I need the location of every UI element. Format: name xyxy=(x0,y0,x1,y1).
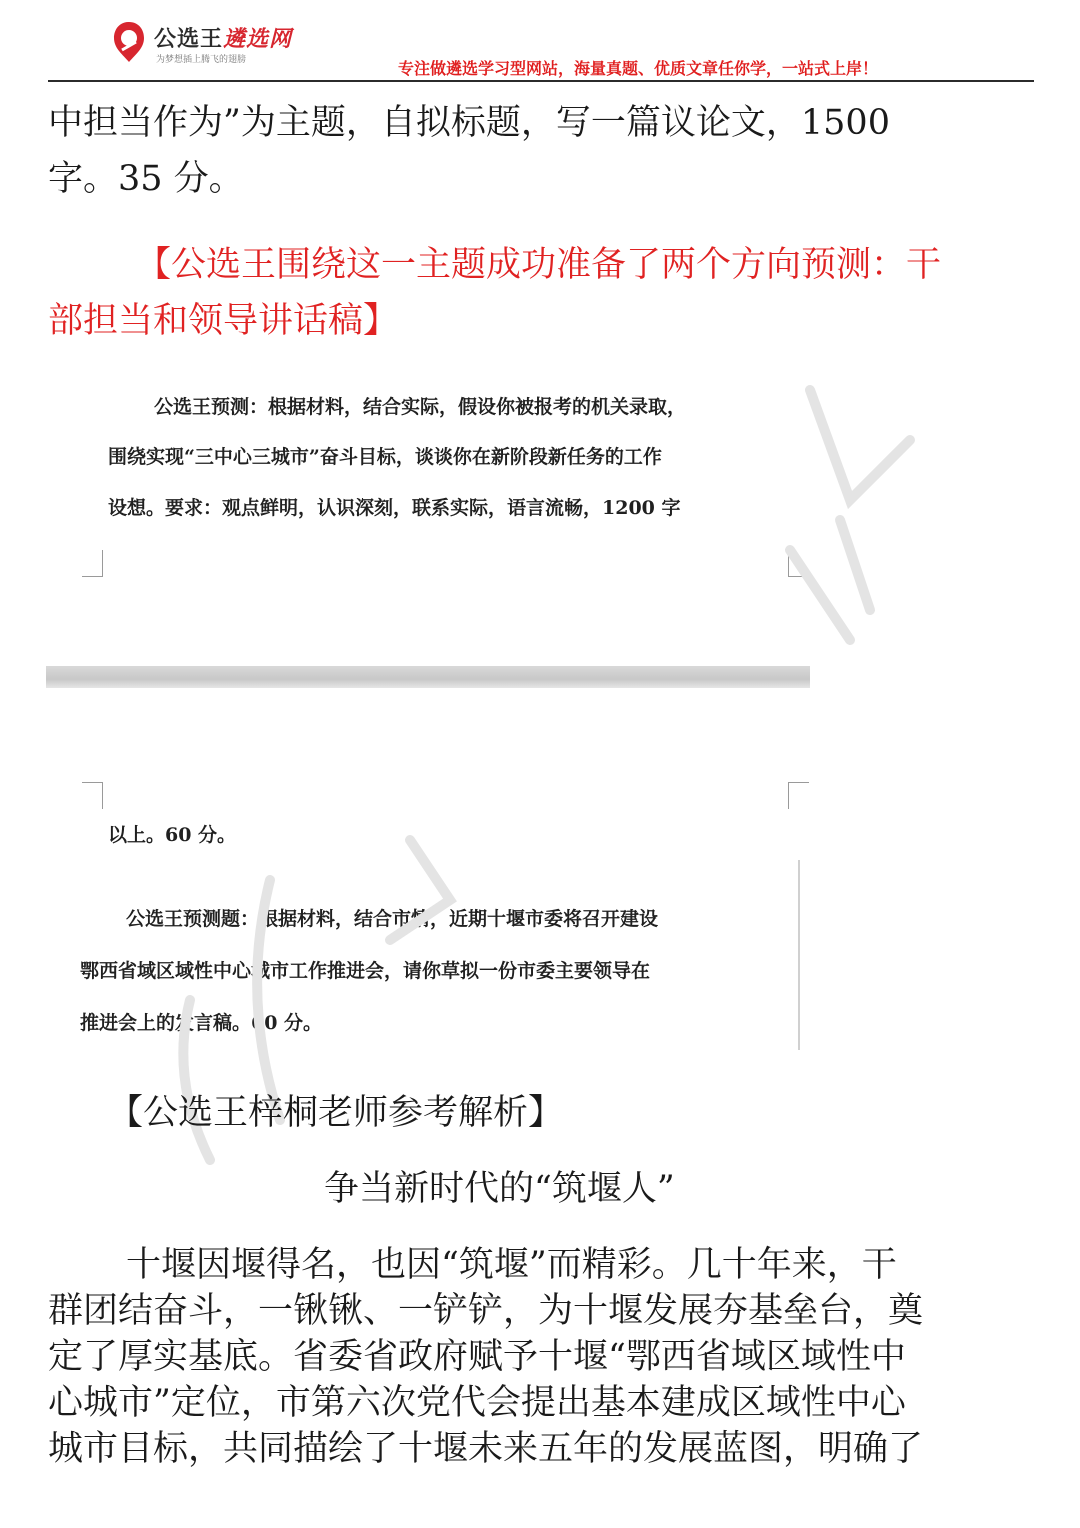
q1-line-1: 公选王预测：根据材料，结合实际，假设你被报考的机关录取， xyxy=(154,396,687,418)
essay-title: 争当新时代的“筑堰人” xyxy=(324,1169,675,1209)
highlight-line-2: 部担当和领导讲话稿】 xyxy=(48,301,399,341)
highlight-line-1: 【公选王围绕这一主题成功准备了两个方向预测：干 xyxy=(136,245,942,285)
site-slogan: 专注做遴选学习型网站，海量真题、优质文章任你学，一站式上岸！ xyxy=(398,59,879,78)
embedded-question-screenshot xyxy=(46,360,810,1060)
q1-line-3: 设想。要求：观点鲜明，认识深刻，联系实际，语言流畅，1200 字 xyxy=(108,497,681,519)
page-edge-line xyxy=(798,860,800,1050)
page-corner-mark xyxy=(788,782,809,809)
q2-line-2: 鄂西省域区域性中心城市工作推进会，请你草拟一份市委主要领导在 xyxy=(80,960,651,982)
page-corner-mark xyxy=(82,550,103,577)
q2-line-1: 公选王预测题：根据材料，结合市情，近期十堰市委将召开建设 xyxy=(126,908,659,930)
essay-paragraph-line: 十堰因堰得名，也因“筑堰”而精彩。几十年来，干 xyxy=(126,1245,897,1285)
brand-name: 公选王 xyxy=(154,27,224,52)
header-divider xyxy=(48,80,1034,82)
page-corner-mark xyxy=(788,550,809,577)
essay-paragraph-line: 城市目标，共同描绘了十堰未来五年的发展蓝图，明确了 xyxy=(48,1429,924,1469)
q1-line-2: 围绕实现“三中心三城市”奋斗目标，谈谈你在新阶段新任务的工作 xyxy=(108,446,662,468)
analysis-label: 【公选王梓桐老师参考解析】 xyxy=(108,1093,564,1133)
page-break-band xyxy=(46,666,810,688)
q1-line-4: 以上。60 分。 xyxy=(108,824,237,846)
page-corner-mark xyxy=(82,782,103,809)
essay-paragraph-line: 定了厚实基底。省委省政府赋予十堰“鄂西省域区域性中 xyxy=(48,1337,906,1377)
essay-paragraph-line: 群团结奋斗，一锹锹、一铲铲，为十堰发展夯基垒台，奠 xyxy=(48,1291,924,1331)
intro-line-1: 中担当作为”为主题，自拟标题，写一篇议论文，1500 xyxy=(48,103,890,143)
logo-icon xyxy=(112,20,146,64)
q2-line-3: 推进会上的发言稿。60 分。 xyxy=(80,1012,323,1034)
brand-name-accent: 遴选网 xyxy=(223,27,293,52)
brand-tagline: 为梦想插上腾飞的翅膀 xyxy=(156,55,247,65)
site-header xyxy=(0,0,1080,82)
intro-line-2: 字。35 分。 xyxy=(48,159,244,199)
site-brand[interactable] xyxy=(154,22,292,53)
essay-paragraph-line: 心城市”定位，市第六次党代会提出基本建成区域性中心 xyxy=(48,1383,906,1423)
